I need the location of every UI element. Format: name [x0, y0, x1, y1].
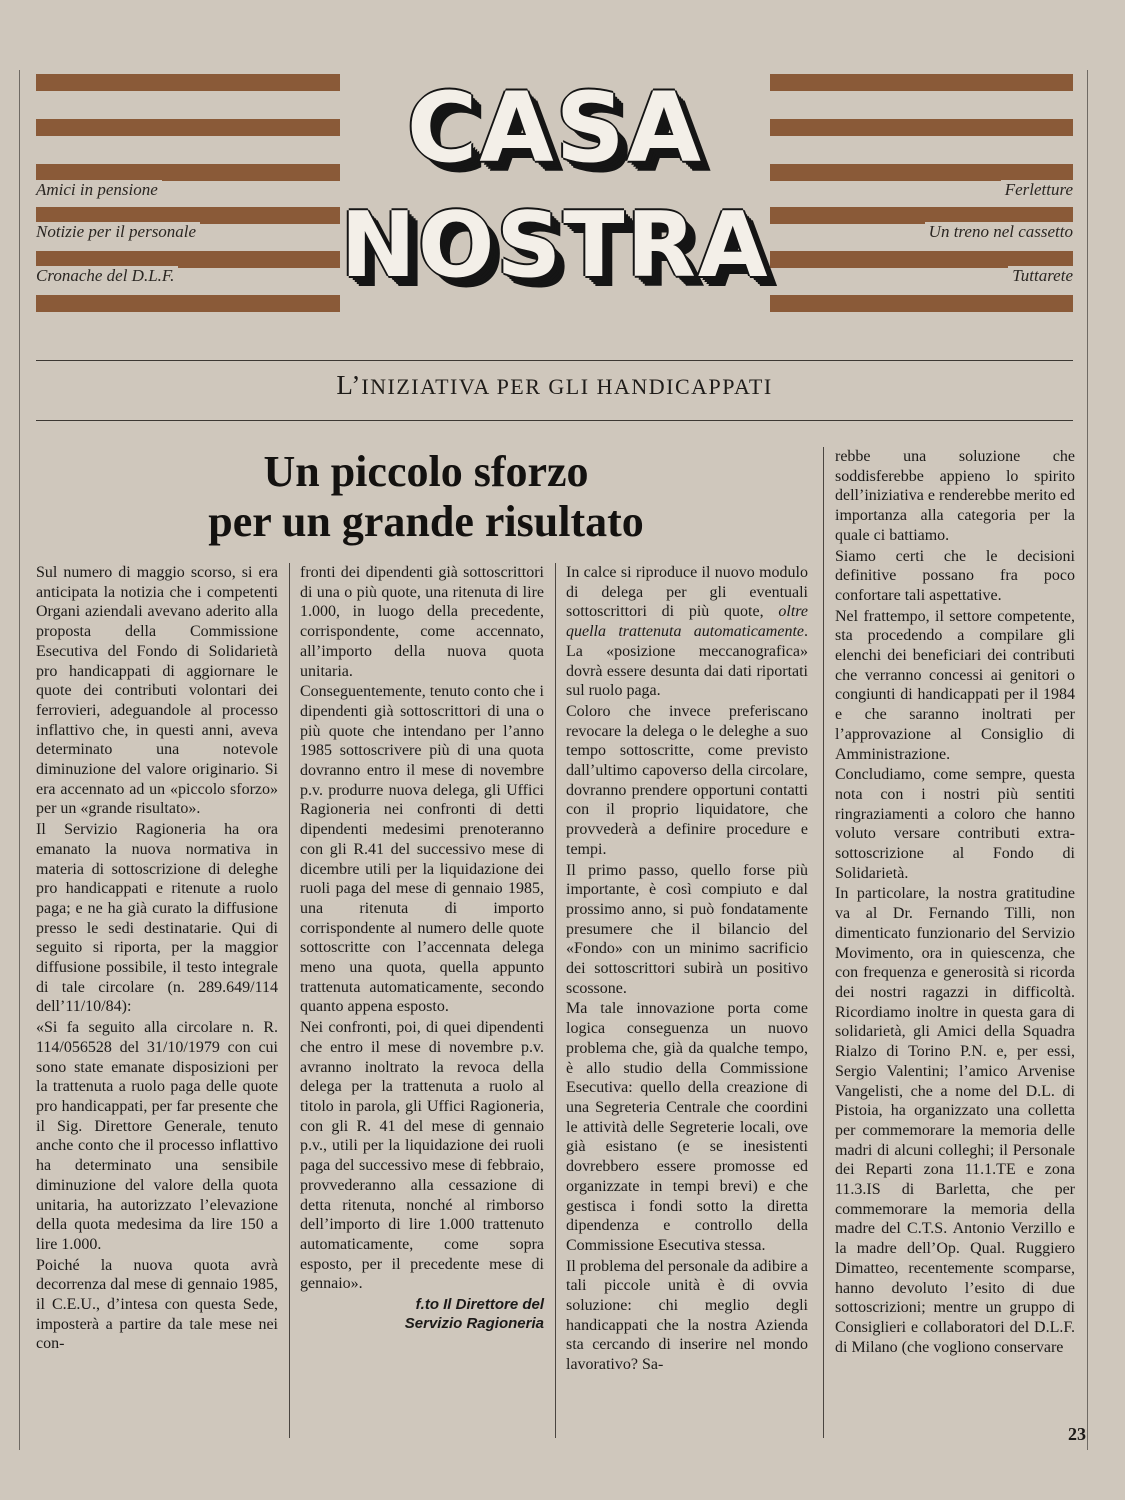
- paragraph: [566, 563, 808, 701]
- logo-line-nostra: NOSTRA: [340, 193, 770, 298]
- article-column-3: [566, 563, 808, 1376]
- paragraph: Nei confronti, poi, di quei dipendenti che entro il mese di novembre p.v. avranno inoltrato la revoca della delega per la trattenuta a ruolo al titolo in parola, gli Uffici Ragioneria, con gli R. 41 del mese di gennaio p.v., utili per la liquidazione dei ruoli paga del successivo mese di febbraio, provvederanno alla cessazione di detta ritenuta, nonché al rimborso dell’importo di lire 1.000 trattenuto automaticamente, come sopra esposto, per il precedente mese di gennaio».: [300, 1019, 544, 1293]
- kicker-initial: L’: [336, 370, 362, 400]
- paragraph: Conseguentemente, tenuto conto che i dipendenti già sottoscrittori di una o più quote che intendano per l’anno 1985 sottoscrivere più di una quota dovranno entro il mese di novembre p.v. produrre nuova delega, gli Uffici Ragioneria nei confronti di detti dipendenti medesimi prenoteranno con gli R.41 del successivo mese di dicembre utili per la liquidazione dei ruoli paga del mese di gennaio 1985, una ritenuta di importo corrispondente al numero delle quote sottoscritte con l’accennata delega meno una quota, quella appunto trattenuta automaticamente, secondo quanto appena esposto.: [300, 683, 544, 1016]
- kicker-text: INIZIATIVA PER GLI HANDICAPPATI: [361, 374, 773, 399]
- masthead-right-item: Tuttarete: [1008, 266, 1077, 286]
- column-divider: [823, 447, 824, 1438]
- logo: [340, 72, 770, 324]
- paragraph: Siamo certi che le decisioni definitive possano fra poco confortare tali aspettative.: [835, 547, 1075, 604]
- paragraph: Il primo passo, quello forse più importante, è così compiuto e dal prossimo anno, si può fondatamente presumere che il bilancio del «Fondo» con un minimo sacrificio dei sottoscrittori subirà un positivo scossone.: [566, 861, 808, 997]
- column-divider: [289, 563, 290, 1438]
- paragraph: Il Servizio Ragioneria ha ora emanato la nuova normativa in materia di sottoscrizione di deleghe pro handicappati e ritenute a ruolo paga; e ne ha già curato la diffusione presso le sedi destinatarie. Qui di seguito si riporta, per la maggior diffusione possibile, il testo integrale di tale circolare (n. 289.649/114 dell’11/10/84):: [36, 821, 278, 1016]
- paragraph: In particolare, la nostra gratitudine va al Dr. Fernando Tilli, non dimenticato funzionario del Servizio Movimento, ora in quiescenza, che con frequenza e generosità si ricorda dei nostri ragazzi in difficoltà. Ricordiamo inoltre in questa gara di solidarietà, gli Amici della Squadra Rialzo di Torino P.N. e, per essi, Sergio Valentini; l’amico Arvenise Vangelisti, che a nome del D.L. di Pistoia, ha organizzato una colletta per commemorare la memoria delle madri di alcuni colleghi; il Personale dei Reparti zona 11.1.TE e zona 11.3.IS di Barletta, che per commemorare la memoria della madre del C.T.S. Antonio Verzillo e la madre dell’Op. Qual. Ruggiero Dimatteo, recentemente scomparse, hanno devoluto l’esito di due sottoscrizioni; mentre un gruppo di Consiglieri e collaboratori del D.L.F. di Milano (che vogliono conservare: [835, 885, 1075, 1356]
- article-headline: [36, 447, 816, 547]
- headline-line: per un grande risultato: [208, 497, 644, 546]
- masthead-left-item: Cronache del D.L.F.: [32, 266, 178, 286]
- masthead-left-item: Notizie per il personale: [32, 222, 200, 242]
- masthead-left-item: Amici in pensione: [32, 180, 162, 200]
- paragraph: Poiché la nuova quota avrà decorrenza dal mese di gennaio 1985, il C.E.U., d’intesa con questa Sede, imposterà a partire da tale mese nei con-: [36, 1256, 278, 1353]
- paragraph: Concludiamo, come sempre, questa nota con i nostri più sentiti ringraziamenti a coloro che hanno voluto versare contributi extra-sottoscrizione al Fondo di Solidarietà.: [835, 766, 1075, 882]
- headline-line: Un piccolo sforzo: [263, 447, 589, 496]
- paragraph: fronti dei dipendenti già sottoscrittori di una o più quote, una ritenuta di lire 1.000, in luogo della precedente, corrispondente, come accennato, all’importo della nuova quota unitaria.: [300, 564, 544, 680]
- paragraph: Sul numero di maggio scorso, si era anticipata la notizia che i competenti Organi aziendali avevano aderito alla proposta della Commissione Esecutiva del Fondo di Solidarietà pro handicappati di aggiornare le quote dei contributi volontari dei ferrovieri, adeguandole al processo inflattivo che, in questi anni, aveva determinato una notevole diminuzione del valore originario. Si era accennato ad un «piccolo sforzo» per un «grande risultato».: [36, 564, 278, 818]
- signature-line: f.to Il Direttore del: [415, 1296, 544, 1314]
- paragraph: «Si fa seguito alla circolare n. R. 114/056528 del 31/10/1979 con cui sono state emanate disposizioni per la trattenuta a ruolo paga delle quote pro handicappati, per far presente che il Sig. Direttore Generale, tenuto anche conto che il processo inflattivo ha determinato una sensibile diminuzione del valore della quota unitaria, ha autorizzato l’elevazione della quota medesima da lire 150 a lire 1.000.: [36, 1019, 278, 1253]
- paragraph: Nel frattempo, il settore competente, sta procedendo a compilare gli elenchi dei beneficiari dei contributi che verranno concessi ai genitori o congiunti di handicappati per il 1984 e che saranno inoltrati per l’approvazione al Consiglio di Amministrazione.: [835, 607, 1075, 763]
- paragraph: Il problema del personale da adibire a tali piccole unità è di ovvia soluzione: chi meglio degli handicappati che la nostra Azienda sta cercando di inserire nel mondo lavorativo? Sa-: [566, 1257, 808, 1374]
- signature-line: Servizio Ragioneria: [404, 1315, 544, 1333]
- section-rule-top: [36, 360, 1073, 361]
- logo-line-casa: CASA: [406, 72, 704, 184]
- article-column-4: [835, 447, 1075, 1358]
- signature: [300, 1295, 544, 1333]
- page-number: 23: [1068, 1424, 1086, 1444]
- masthead-right-item: Un treno nel cassetto: [925, 222, 1077, 242]
- paragraph: Ma tale innovazione porta come logica conseguenza un nuovo problema che, già da qualche tempo, è allo studio della Commissione Esecutiva: quello della creazione di una Segreteria Centrale che coordini le attività delle Segreterie locali, ove già esistano (e se inesistenti dovrebbero essere promosse ed organizzate in tempi brevi) e che gestisca i fondi sotto la diretta dipendenza e controllo della Commissione Esecutiva stessa.: [566, 1000, 808, 1254]
- paragraph: rebbe una soluzione che soddisferebbe appieno lo spirito dell’iniziativa e renderebbe merito ed importanza alla categoria per la quale ci battiamo.: [835, 448, 1075, 544]
- article-column-2: [300, 563, 544, 1333]
- paragraph: Coloro che invece preferiscano revocare la delega o le deleghe a suo tempo sottoscritte, come previsto dall’ultimo capoverso della circolare, dovranno prendere opportuni contatti con il proprio liquidatore, che provvederà a definire procedure e tempi.: [566, 702, 808, 858]
- left-margin-rule: [19, 70, 20, 1450]
- section-kicker: [36, 370, 1073, 401]
- column-divider: [555, 563, 556, 1438]
- text-run: In calce si riproduce il nuovo modulo di delega per gli eventuali sottoscrittori di più quote,: [566, 564, 808, 621]
- masthead-right-item: Ferletture: [1001, 180, 1077, 200]
- text-run: . La «posizione meccanografica» dovrà essere desunta dai dati riportati sul ruolo paga.: [566, 623, 808, 700]
- article-column-1: [36, 563, 278, 1355]
- section-rule-bottom: [36, 420, 1073, 421]
- italic-run: oltre quella trattenuta automaticamente: [566, 603, 808, 641]
- right-margin-rule: [1087, 70, 1088, 1450]
